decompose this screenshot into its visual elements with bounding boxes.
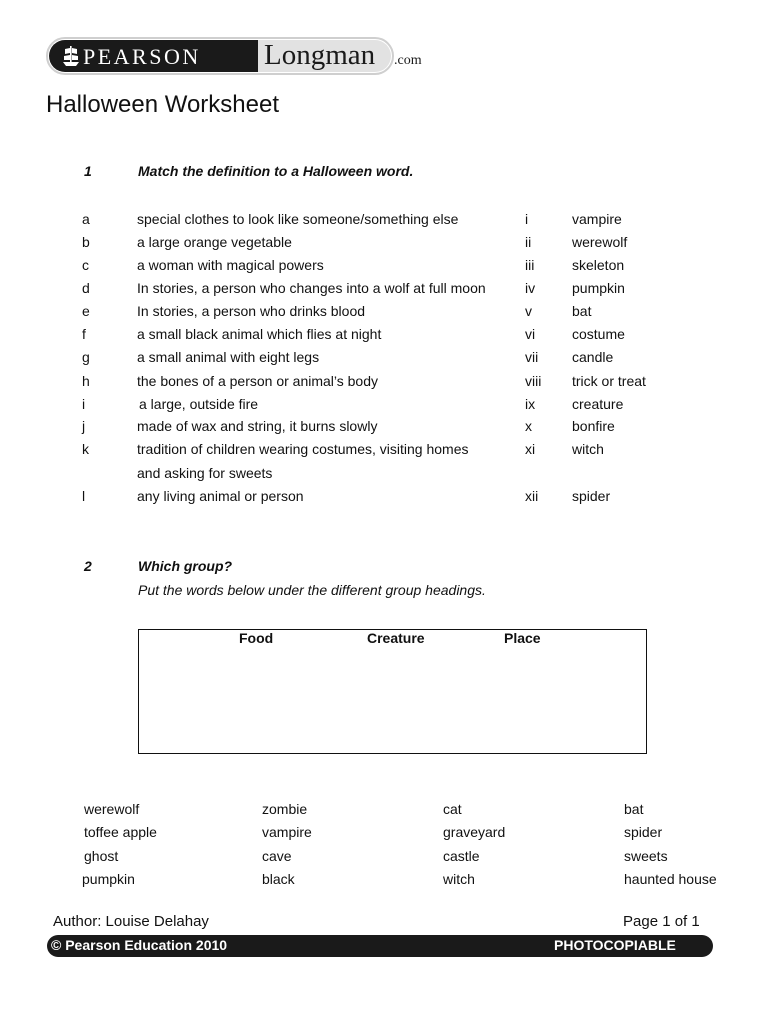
table-row	[0, 280, 768, 302]
row-letter: l	[82, 488, 86, 504]
page-title: Halloween Worksheet	[46, 91, 280, 118]
row-definition: In stories, a person who changes into a wolf at full moon	[137, 280, 486, 296]
row-definition: a small black animal which flies at night	[137, 326, 382, 342]
word-bank-item: haunted house	[624, 871, 717, 887]
row-letter: c	[82, 257, 89, 273]
row-word: pumpkin	[572, 280, 625, 296]
row-word: spider	[572, 488, 611, 504]
row-word: bonfire	[572, 418, 615, 434]
row-word: trick or treat	[572, 373, 646, 389]
logo-pearson-text: PEARSON	[83, 44, 201, 69]
row-word: candle	[572, 349, 614, 365]
photocopiable-label: PHOTOCOPIABLE	[554, 937, 676, 953]
author-credit: Author: Louise Delahay	[53, 913, 209, 930]
row-letter: h	[82, 373, 90, 389]
row-numeral: i	[525, 211, 529, 227]
q1-instruction: Match the definition to a Halloween word.	[138, 163, 414, 179]
row-letter: k	[82, 441, 89, 457]
row-numeral: iii	[525, 257, 535, 273]
q2-number: 2	[84, 558, 92, 574]
row-numeral: vi	[525, 326, 536, 342]
table-row	[0, 303, 768, 325]
row-letter: g	[82, 349, 90, 365]
row-word: costume	[572, 326, 625, 342]
word-bank-item: vampire	[262, 824, 312, 840]
row-letter: i	[82, 396, 86, 412]
row-word: vampire	[572, 211, 622, 227]
table-row	[0, 373, 768, 395]
word-bank-item: castle	[443, 848, 480, 864]
row-definition: a small animal with eight legs	[137, 349, 320, 365]
logo-longman-text: Longman	[264, 39, 376, 71]
row-definition: the bones of a person or animal’s body	[137, 373, 379, 389]
page-number: Page 1 of 1	[623, 913, 700, 930]
row-letter: d	[82, 280, 90, 296]
row-definition: any living animal or person	[137, 488, 304, 504]
logo-com-text: .com	[394, 53, 422, 68]
row-letter: j	[82, 418, 86, 434]
table-row	[0, 326, 768, 348]
row-numeral: x	[525, 418, 532, 434]
word-bank-item: zombie	[262, 801, 308, 817]
row-numeral: xi	[525, 441, 536, 457]
row-word: skeleton	[572, 257, 625, 273]
row-definition: and asking for sweets	[137, 465, 273, 481]
row-letter: a	[82, 211, 90, 227]
table-row	[0, 488, 768, 510]
ship-icon	[63, 45, 79, 67]
word-bank-item: werewolf	[84, 801, 140, 817]
row-word: creature	[572, 396, 624, 412]
word-bank-item: pumpkin	[82, 871, 135, 887]
row-numeral: ix	[525, 396, 536, 412]
q2-subinstruction: Put the words below under the different group headings.	[138, 582, 486, 598]
row-numeral: v	[525, 303, 532, 319]
row-definition: a large, outside fire	[139, 396, 259, 412]
table-row	[0, 441, 768, 463]
row-definition: tradition of children wearing costumes, visiting homes	[137, 441, 469, 457]
table-row	[0, 234, 768, 256]
row-definition: special clothes to look like someone/something else	[137, 211, 459, 227]
row-definition: In stories, a person who drinks blood	[137, 303, 366, 319]
word-bank-item: witch	[443, 871, 475, 887]
row-numeral: vii	[525, 349, 539, 365]
row-letter: b	[82, 234, 90, 250]
footer-bar	[47, 935, 713, 957]
row-definition: made of wax and string, it burns slowly	[137, 418, 378, 434]
row-letter: f	[82, 326, 86, 342]
row-word: witch	[572, 441, 604, 457]
word-bank-item: cave	[262, 848, 292, 864]
pearson-longman-logo	[46, 37, 422, 75]
group-headings-box	[138, 629, 647, 754]
table-row	[0, 418, 768, 440]
word-bank-item: graveyard	[443, 824, 506, 840]
table-row	[0, 211, 768, 233]
word-bank-item: spider	[624, 824, 663, 840]
word-bank-item: ghost	[84, 848, 119, 864]
row-numeral: ii	[525, 234, 532, 250]
row-letter: e	[82, 303, 90, 319]
row-definition: a large orange vegetable	[137, 234, 292, 250]
word-bank-item: bat	[624, 801, 644, 817]
heading-food: Food	[239, 630, 274, 646]
q1-number: 1	[84, 163, 92, 179]
q2-instruction: Which group?	[138, 558, 233, 574]
heading-place: Place	[504, 630, 541, 646]
table-row	[0, 349, 768, 371]
row-definition: a woman with magical powers	[137, 257, 324, 273]
word-bank-item: toffee apple	[84, 824, 157, 840]
table-row	[0, 257, 768, 279]
heading-creature: Creature	[367, 630, 425, 646]
row-numeral: xii	[525, 488, 539, 504]
row-word: bat	[572, 303, 592, 319]
word-bank-item: cat	[443, 801, 462, 817]
logo-dark-section	[49, 40, 261, 72]
word-bank-item: sweets	[624, 848, 668, 864]
table-row	[0, 396, 768, 418]
row-numeral: iv	[525, 280, 536, 296]
copyright-text: © Pearson Education 2010	[51, 937, 228, 953]
table-row	[0, 465, 768, 487]
row-numeral: viii	[525, 373, 542, 389]
row-word: werewolf	[572, 234, 628, 250]
word-bank-item: black	[262, 871, 295, 887]
